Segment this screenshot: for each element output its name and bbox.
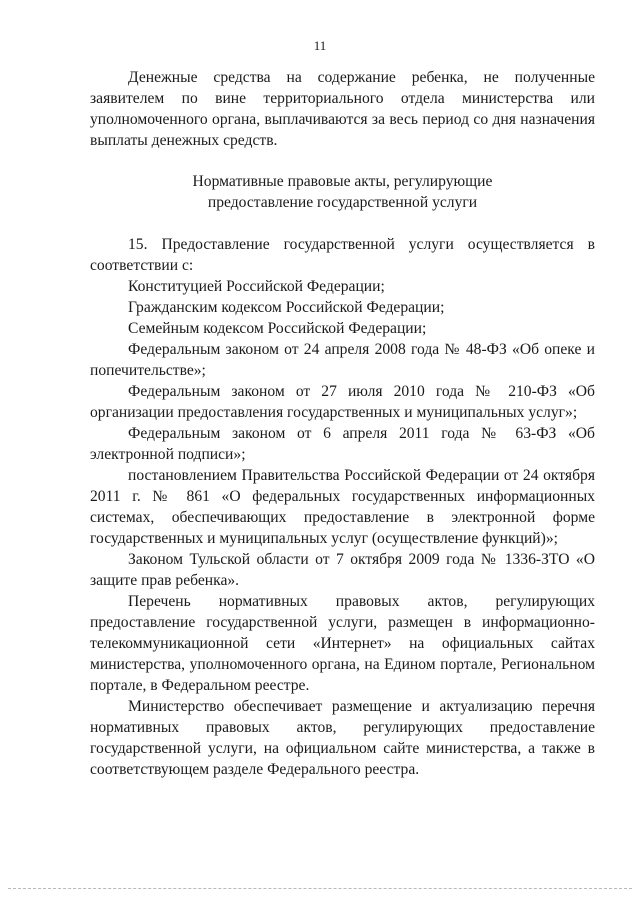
paragraph-family-code: Семейным кодексом Российской Федерации; [128, 320, 427, 337]
paragraph-law-210fz: Федеральным законом от 27 июля 2010 года № 210-ФЗ «Об организации предоставления государственных и муниципальных услуг»; [90, 383, 595, 421]
paragraph-constitution: Конституцией Российской Федерации; [128, 278, 385, 295]
document-body [90, 67, 595, 780]
paragraph-item-15: 15. Предоставление государственной услуги осуществляется в соответствии с: [90, 236, 595, 274]
paragraph-law-48fz: Федеральным законом от 24 апреля 2008 года № 48-ФЗ «Об опеке и попечительстве»; [90, 341, 595, 379]
section-heading: Нормативные правовые акты, регулирующие предоставление государственной услуги [192, 173, 493, 211]
paragraph-payment-funds: Денежные средства на содержание ребенка, не полученные заявителем по вине территориального отдела министерства или уполномоченного органа, выплачиваются за весь период со дня назначения выплаты денежных средств. [90, 69, 595, 149]
paragraph-ministry-updates: Министерство обеспечивает размещение и актуализацию перечня нормативных правовых актов, регулирующих предоставление государственной услуги, на официальном сайте министерства, а также в соответствующем разделе Федерального реестра. [90, 698, 595, 778]
paragraph-civil-code: Гражданским кодексом Российской Федерации; [128, 299, 445, 316]
paragraph-resolution-861: постановлением Правительства Российской Федерации от 24 октября 2011 г. № 861 «О федеральных государственных информационных системах, обеспечивающих предоставление в электронной форме государственных и муниципальных услуг (осуществление функций)»; [90, 467, 595, 547]
paragraph-law-63fz: Федеральным законом от 6 апреля 2011 года № 63-ФЗ «Об электронной подписи»; [90, 425, 595, 463]
paragraph-list-published: Перечень нормативных правовых актов, регулирующих предоставление государственной услуги, размещен в информационно-телекоммуникационной сети «Интернет» на официальных сайтах министерства, уполномоченного органа, на Едином портале, Региональном портале, в Федеральном реестре. [90, 593, 595, 694]
scan-footer-artifact [8, 888, 632, 890]
paragraph-tula-law: Законом Тульской области от 7 октября 2009 года № 1336-ЗТО «О защите прав ребенка». [90, 551, 595, 589]
page-number: 11 [313, 38, 327, 53]
